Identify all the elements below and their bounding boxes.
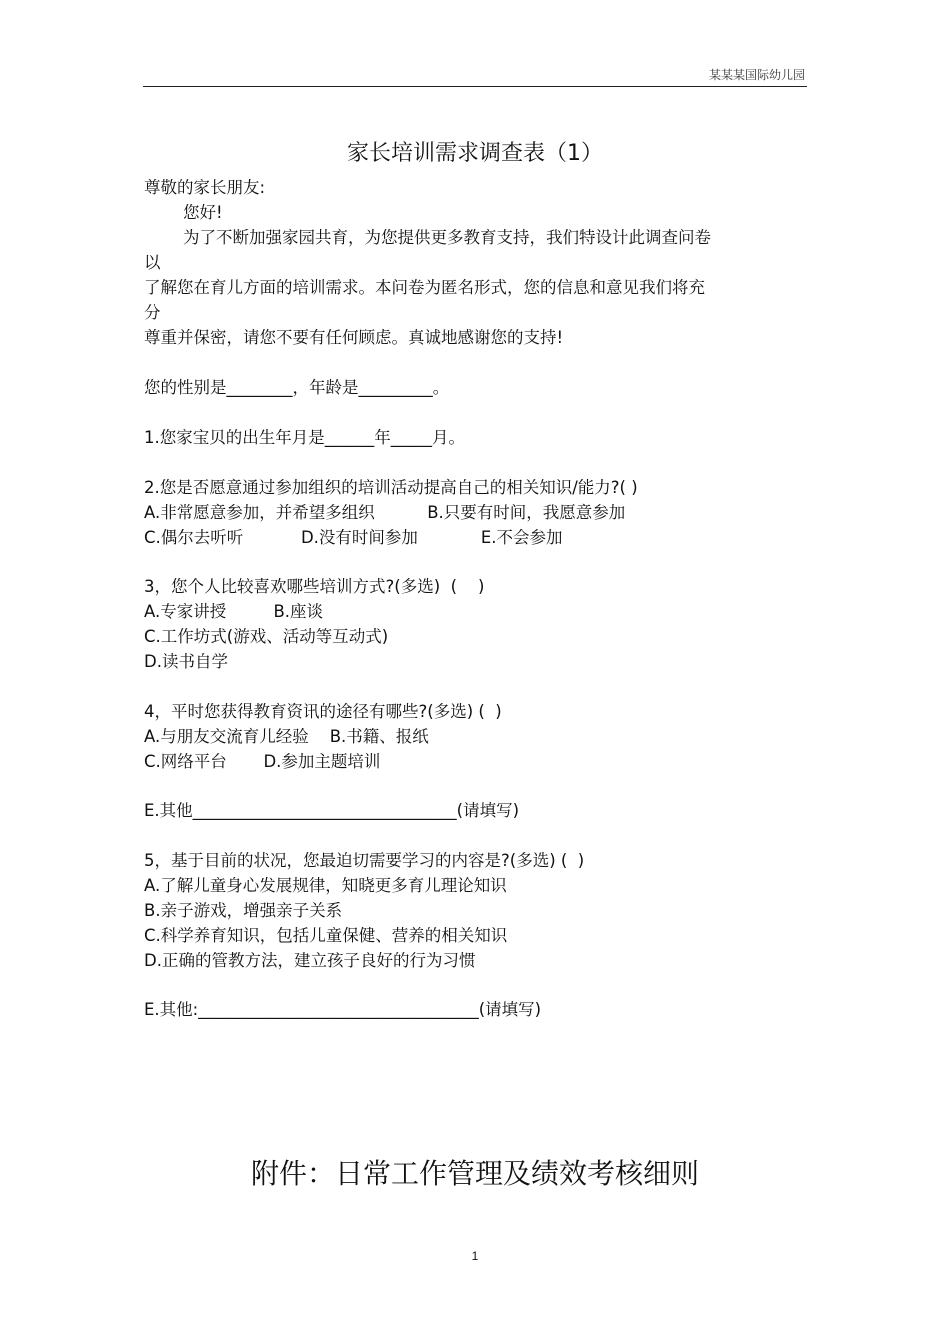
- question-5-option-b: B.亲子游戏，增强亲子关系: [144, 901, 343, 920]
- question-2-options-ab: A.非常愿意参加，并希望多组织 B.只要有时间，我愿意参加: [144, 503, 626, 522]
- document-title: 家长培训需求调查表（1）: [347, 141, 603, 166]
- intro-paragraph-line: 了解您在育儿方面的培训需求。本问卷为匿名形式，您的信息和意见我们将充: [144, 278, 705, 297]
- question-5-option-d: D.正确的管教方法，建立孩子良好的行为习惯: [144, 951, 476, 970]
- appendix-heading: 附件：日常工作管理及绩效考核细则: [250, 1157, 699, 1190]
- intro-paragraph-line: 尊重并保密，请您不要有任何顾虑。真诚地感谢您的支持!: [144, 328, 564, 347]
- intro-greeting: 尊敬的家长朋友:: [144, 178, 266, 197]
- question-3: 3，您个人比较喜欢哪些培训方式?(多选) ( ): [144, 577, 485, 596]
- header-school-name: 某某某国际幼儿园: [708, 68, 805, 82]
- question-4: 4，平时您获得教育资讯的途径有哪些?(多选) ( ): [144, 702, 502, 721]
- intro-paragraph-line: 分: [144, 303, 161, 322]
- page-number: 1: [471, 1249, 479, 1263]
- question-5-option-e: E.其他:__________________________________(请填写): [144, 1000, 542, 1019]
- question-4-options-cd: C.网络平台 D.参加主题培训: [144, 752, 381, 771]
- question-2-options-cde: C.偶尔去听听 D.没有时间参加 E.不会参加: [144, 528, 563, 547]
- intro-hello: 您好!: [183, 203, 223, 222]
- intro-paragraph-line: 为了不断加强家园共育，为您提供更多教育支持，我们特设计此调查问卷: [183, 228, 711, 247]
- question-4-option-e: E.其他________________________________(请填写): [144, 801, 520, 820]
- question-3-options-ab: A.专家讲授 B.座谈: [144, 602, 324, 621]
- basic-info-question: 您的性别是________，年龄是_________。: [144, 378, 450, 397]
- question-4-options-ab: A.与朋友交流育儿经验 B.书籍、报纸: [144, 727, 429, 746]
- question-5-option-c: C.科学养育知识，包括儿童保健、营养的相关知识: [144, 926, 508, 945]
- question-5: 5，基于目前的状况，您最迫切需要学习的内容是?(多选) ( ): [144, 851, 585, 870]
- question-5-option-a: A.了解儿童身心发展规律，知晓更多育儿理论知识: [144, 876, 507, 895]
- intro-paragraph-line: 以: [144, 253, 161, 272]
- question-1: 1.您家宝贝的出生年月是______年_____月。: [144, 428, 465, 447]
- question-2: 2.您是否愿意通过参加组织的培训活动提高自己的相关知识/能力?( ): [144, 478, 638, 497]
- question-3-option-d: D.读书自学: [144, 652, 228, 671]
- question-3-option-c: C.工作坊式(游戏、活动等互动式): [144, 627, 389, 646]
- page-header: [143, 66, 807, 87]
